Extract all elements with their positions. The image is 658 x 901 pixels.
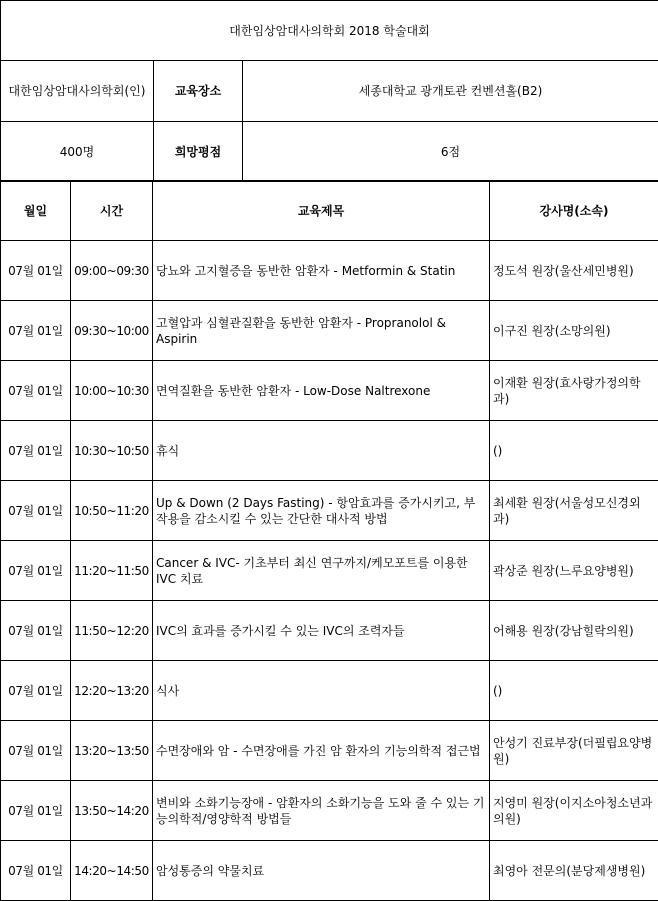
- table-row: [1, 241, 658, 301]
- row-speaker: 이구진 원장(소망의원): [490, 301, 658, 361]
- row-time: 12:20~13:20: [71, 661, 153, 721]
- row-time: 10:50~11:20: [71, 481, 153, 541]
- header-subject: 교육제목: [153, 181, 490, 241]
- row-subject: 당뇨와 고지혈증을 동반한 암환자 - Metformin & Statin: [153, 241, 490, 301]
- venue-value: 세종대학교 광개토관 컨벤션홀(B2): [243, 61, 658, 122]
- table-row: [1, 361, 658, 421]
- row-speaker: 안성기 진료부장(더필립요양병원): [490, 721, 658, 781]
- row-subject: 면역질환을 동반한 암환자 - Low-Dose Naltrexone: [153, 361, 490, 421]
- row-speaker: 정도석 원장(울산세민병원): [490, 241, 658, 301]
- row-speaker: 어해용 원장(강남힐락의원): [490, 601, 658, 661]
- row-date: 07월 01일: [1, 721, 71, 781]
- row-speaker: 이재환 원장(효사랑가정의학과): [490, 361, 658, 421]
- table-row: [1, 421, 658, 481]
- row-date: 07월 01일: [1, 781, 71, 841]
- table-row: [1, 661, 658, 721]
- row-date: 07월 01일: [1, 841, 71, 901]
- row-time: 13:50~14:20: [71, 781, 153, 841]
- score-value: 6점: [243, 122, 658, 182]
- row-date: 07월 01일: [1, 661, 71, 721]
- row-date: 07월 01일: [1, 421, 71, 481]
- table-row: [1, 721, 658, 781]
- row-speaker: 최영아 전문의(분당제생병원): [490, 841, 658, 901]
- schedule-table: [0, 180, 658, 901]
- row-date: 07월 01일: [1, 301, 71, 361]
- score-label: 희망평점: [154, 122, 243, 182]
- row-speaker: 지영미 원장(이지소아청소년과의원): [490, 781, 658, 841]
- row-subject: Up & Down (2 Days Fasting) - 항암효과를 증가시키고, 부작용을 감소시킬 수 있는 간단한 대사적 방법: [153, 481, 490, 541]
- document-title: 대한임상암대사의학회 2018 학술대회: [1, 1, 658, 61]
- row-subject: 고혈압과 심혈관질환을 동반한 암환자 - Propranolol & Aspirin: [153, 301, 490, 361]
- row-time: 10:00~10:30: [71, 361, 153, 421]
- row-subject: 암성통증의 약물치료: [153, 841, 490, 901]
- row-date: 07월 01일: [1, 541, 71, 601]
- table-row: [1, 301, 658, 361]
- organizer: 대한임상암대사의학회(인): [1, 61, 154, 122]
- row-time: 09:30~10:00: [71, 301, 153, 361]
- table-row: [1, 781, 658, 841]
- row-speaker: 최세환 원장(서울성모신경외과): [490, 481, 658, 541]
- row-subject: 수면장애와 암 - 수면장애를 가진 암 환자의 기능의학적 접근법: [153, 721, 490, 781]
- venue-label: 교육장소: [154, 61, 243, 122]
- row-subject: IVC의 효과를 증가시킬 수 있는 IVC의 조력자들: [153, 601, 490, 661]
- row-date: 07월 01일: [1, 481, 71, 541]
- row-subject: 변비와 소화기능장애 - 암환자의 소화기능을 도와 줄 수 있는 기능의학적/영양학적 방법들: [153, 781, 490, 841]
- table-row: [1, 541, 658, 601]
- row-date: 07월 01일: [1, 241, 71, 301]
- info-table: [0, 0, 658, 182]
- row-speaker: (): [490, 421, 658, 481]
- row-time: 09:00~09:30: [71, 241, 153, 301]
- table-row: [1, 841, 658, 901]
- row-date: 07월 01일: [1, 361, 71, 421]
- table-row: [1, 481, 658, 541]
- row-subject: 식사: [153, 661, 490, 721]
- row-date: 07월 01일: [1, 601, 71, 661]
- header-date: 월일: [1, 181, 71, 241]
- row-subject: 휴식: [153, 421, 490, 481]
- row-time: 11:50~12:20: [71, 601, 153, 661]
- schedule-header-row: [1, 181, 658, 241]
- row-time: 11:20~11:50: [71, 541, 153, 601]
- row-speaker: 곽상준 원장(느루요양병원): [490, 541, 658, 601]
- table-row: [1, 601, 658, 661]
- header-time: 시간: [71, 181, 153, 241]
- capacity-value: 400명: [1, 122, 154, 182]
- row-time: 10:30~10:50: [71, 421, 153, 481]
- row-time: 13:20~13:50: [71, 721, 153, 781]
- row-subject: Cancer & IVC- 기초부터 최신 연구까지/케모포트를 이용한 IVC 치료: [153, 541, 490, 601]
- row-speaker: (): [490, 661, 658, 721]
- row-time: 14:20~14:50: [71, 841, 153, 901]
- header-speaker: 강사명(소속): [490, 181, 658, 241]
